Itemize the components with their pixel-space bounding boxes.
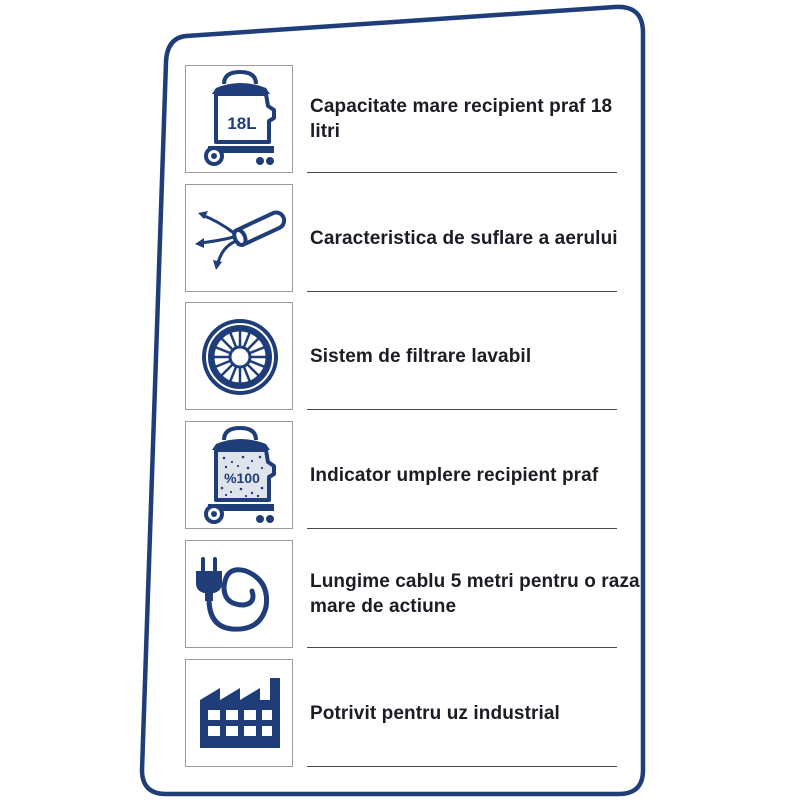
feature-text-industrial: Potrivit pentru uz industrial bbox=[310, 702, 560, 724]
power-cable-icon bbox=[186, 541, 294, 649]
dust-container-18l-icon bbox=[186, 66, 294, 174]
feature-row-industrial bbox=[185, 659, 617, 769]
air-blowing-icon-box bbox=[185, 184, 293, 292]
feature-text-indicator: Indicator umplere recipient praf bbox=[310, 464, 599, 486]
feature-text-capacity: Capacitate mare recipient praf 18 litri bbox=[310, 96, 613, 142]
dust-container-label: 18L bbox=[227, 114, 257, 133]
dust-container-18l-icon-box bbox=[185, 65, 293, 173]
divider bbox=[307, 172, 617, 173]
feature-row-indicator bbox=[185, 421, 617, 531]
power-cable-icon-box bbox=[185, 540, 293, 648]
divider bbox=[307, 291, 617, 292]
washable-filter-icon bbox=[186, 303, 294, 411]
fill-indicator-icon bbox=[186, 422, 294, 530]
divider bbox=[307, 409, 617, 410]
fill-indicator-icon-box bbox=[185, 421, 293, 529]
fill-indicator-label: %100 bbox=[224, 470, 260, 486]
divider bbox=[307, 647, 617, 648]
divider bbox=[307, 528, 617, 529]
feature-row-blowing bbox=[185, 184, 617, 294]
feature-row-filter bbox=[185, 302, 617, 412]
divider bbox=[307, 766, 617, 767]
feature-row-capacity bbox=[185, 65, 617, 175]
feature-text-blowing: Caracteristica de suflare a aerului bbox=[310, 227, 618, 249]
feature-text-filter: Sistem de filtrare lavabil bbox=[310, 345, 532, 367]
feature-row-cable bbox=[185, 540, 640, 650]
feature-text-cable: Lungime cablu 5 metri pentru o raza mare de actiune bbox=[310, 571, 640, 617]
factory-icon bbox=[186, 660, 294, 768]
factory-icon-box bbox=[185, 659, 293, 767]
air-blowing-icon bbox=[186, 185, 294, 293]
washable-filter-icon-box bbox=[185, 302, 293, 410]
